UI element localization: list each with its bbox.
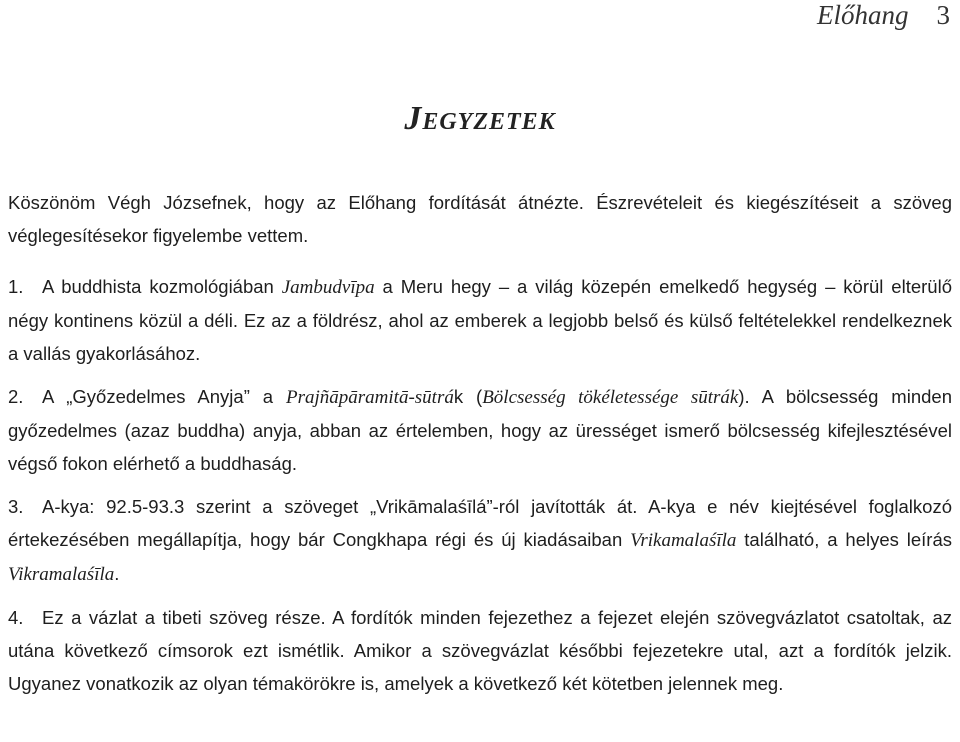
note-text: A buddhista kozmológiában xyxy=(42,276,282,297)
note-number: 4. xyxy=(8,607,24,628)
note-text: k ( xyxy=(453,386,483,407)
note-1 xyxy=(8,270,952,370)
running-header xyxy=(817,0,950,30)
note-number: 3. xyxy=(8,496,24,517)
note-text: a Meru hegy – a világ közepén emelkedő hegység – körül elterülő négy kontinens közül a déli. Ez az a földrész, ahol az emberek a legjobb belső és külső feltételekkel rendelkeznek a vallás gyakorlásához. xyxy=(8,276,952,364)
note-number: 2. xyxy=(8,386,24,407)
running-title: Előhang xyxy=(817,0,909,30)
note-term: Bölcsesség tökéletessége sūtrák xyxy=(482,387,739,408)
note-term: Jambudvīpa xyxy=(281,277,375,298)
note-term: Prajñāpāramitā-sūtrá xyxy=(286,387,454,408)
note-text: A-kya: 92.5-93.3 szerint a szöveget „Vrikāmalaśīlá”-ról javították át. A-kya e név kiejtésével foglalkozó értekezésében megállapítja, hogy bár Congkhapa régi és új kiadásaiban xyxy=(8,496,952,550)
note-text: A „Győzedelmes Anyja” a xyxy=(42,386,286,407)
note-text: Ez a vázlat a tibeti szöveg része. A fordítók minden fejezethez a fejezet elején szövegvázlatot csatoltak, az utána következő címsorok ezt ismétlik. Amikor a szövegvázlat későbbi fejezetekre utal, azt a fordítók jelzik. Ugyanez vonatkozik az olyan témakörökre is, amelyek a következő két kötetben jelennek meg. xyxy=(8,607,952,694)
note-4 xyxy=(8,601,952,700)
note-text: . xyxy=(114,563,120,584)
section-title: Jegyzetek xyxy=(404,100,556,137)
intro-paragraph: Köszönöm Végh Józsefnek, hogy az Előhang fordítását átnézte. Észrevételeit és kiegészítéseit a szöveg véglegesítésekor figyelembe vettem. xyxy=(8,192,952,246)
note-text: található, a helyes leírás xyxy=(736,529,952,550)
note-number: 1. xyxy=(8,276,24,297)
note-term: Vikramalaśīla xyxy=(8,564,115,585)
note-3 xyxy=(8,490,952,591)
note-text: ). A bölcsesség minden győzedelmes (azaz buddha) anyja, abban az értelemben, hogy az ürességet ismerő bölcsesség kifejlesztésével végső fokon elérhető a buddhaság. xyxy=(8,386,952,474)
notes-body xyxy=(8,186,952,710)
page-number: 3 xyxy=(936,0,950,30)
note-term: Vrikamalaśīla xyxy=(630,530,737,551)
note-2 xyxy=(8,380,952,480)
